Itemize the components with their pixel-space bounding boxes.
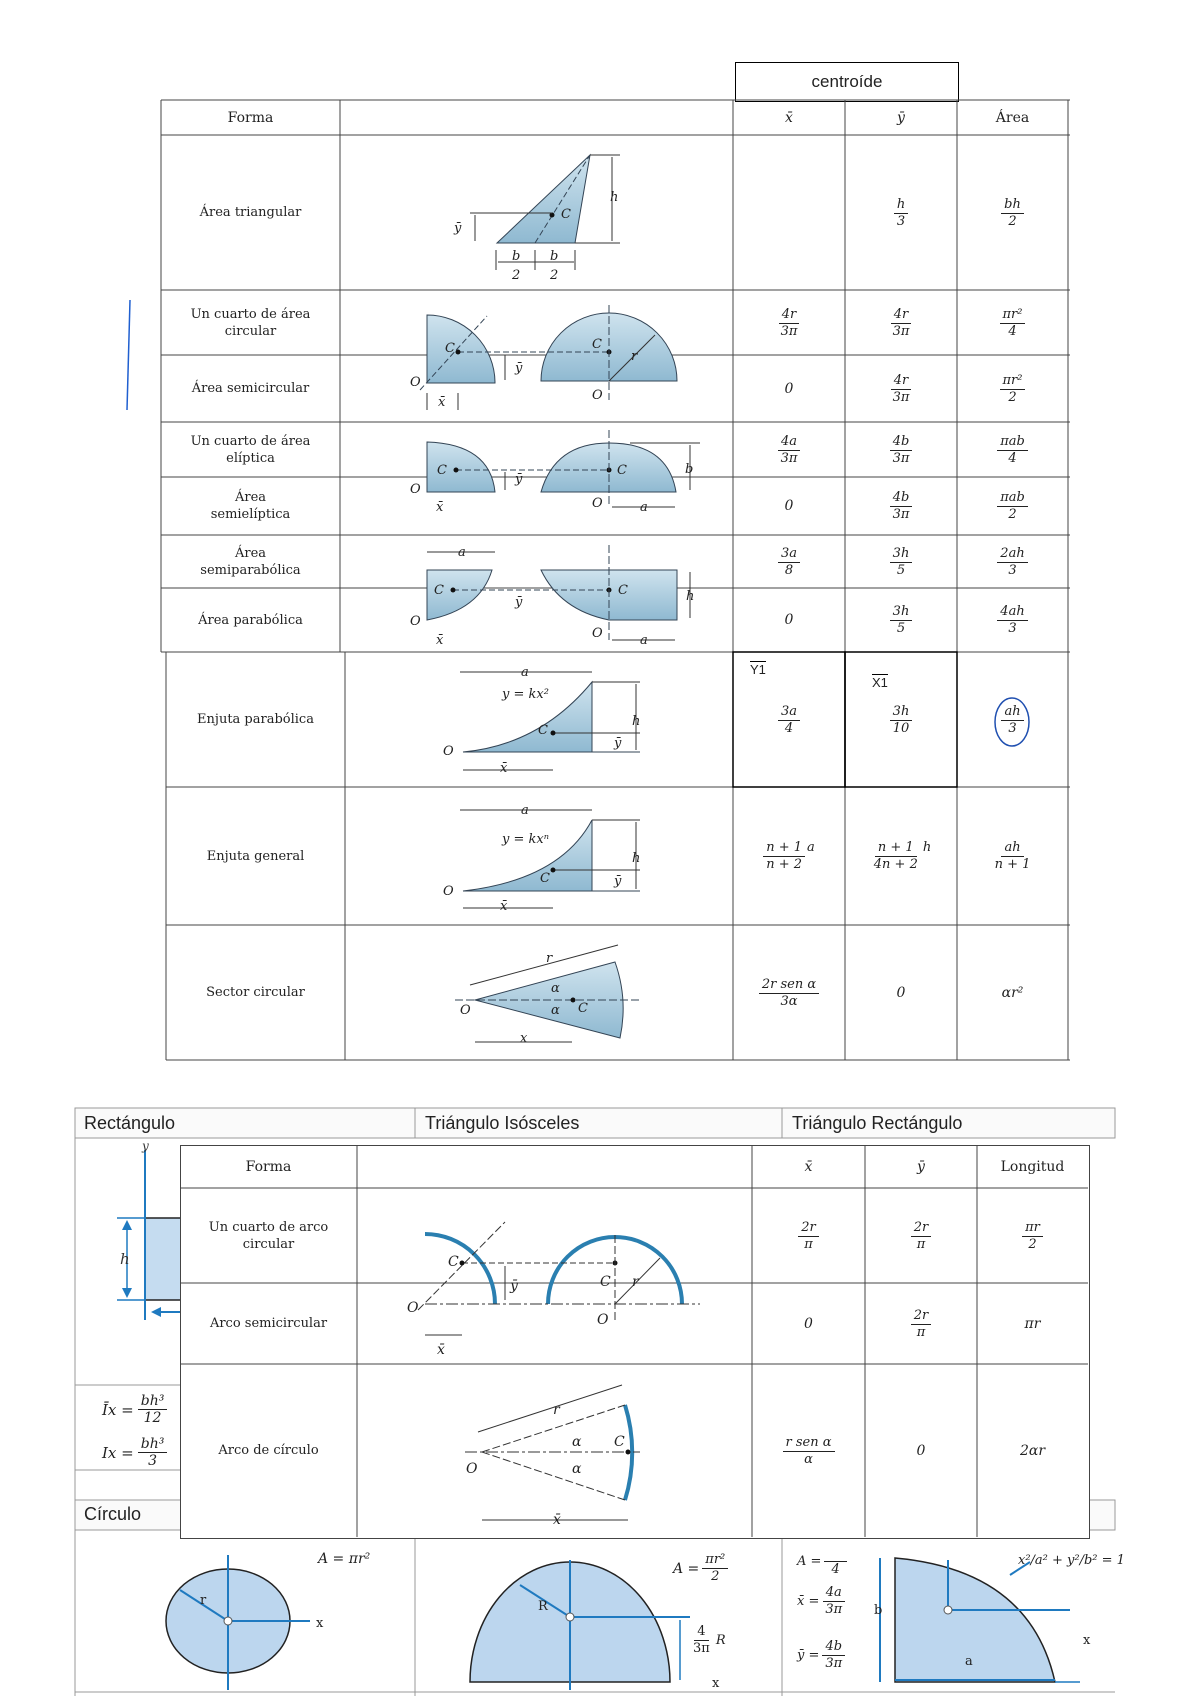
ybar-value: $\frac{4b}{3\pi}$	[845, 477, 957, 535]
par-h: h	[686, 589, 695, 604]
arc-xbar2: x̄	[553, 1512, 561, 1528]
gen-y: ȳ	[614, 874, 622, 889]
semi-den: 3π	[693, 1641, 710, 1656]
ell-o1: O	[410, 482, 421, 497]
xbar-value: $\frac{n + 1}{n + 2}$ a	[733, 787, 845, 925]
qe-ybar-num: 4b	[822, 1639, 845, 1656]
xbar-value: 0	[784, 612, 794, 628]
xbar-value: $\frac{\text{2r sen α}}{3\alpha}$	[733, 925, 845, 1060]
circle-r-label: r	[200, 1593, 207, 1608]
circle-x-label: x	[316, 1616, 324, 1631]
sec-x: x	[520, 1031, 528, 1046]
arc-xbar: x̄	[437, 1342, 445, 1358]
qe-a-label: a	[965, 1654, 973, 1669]
shape-name: Enjuta parabólica	[197, 712, 314, 727]
xbar-value: $\frac{3a}{8}$	[733, 535, 845, 588]
arc-alpha1: α	[572, 1434, 582, 1450]
section-circulo: Círculo	[84, 1504, 142, 1524]
ybar-value: $\frac{n + 1}{4n + 2}$ h	[873, 840, 932, 872]
enj-h: h	[632, 714, 641, 729]
ix-lhs: Ix =	[102, 1443, 134, 1462]
arc-c3: C	[614, 1434, 625, 1450]
enj-x: x̄	[500, 761, 508, 776]
enj-o: O	[443, 744, 454, 759]
arc-ybar-value: $\frac{2r}{\pi}$	[865, 1283, 977, 1364]
par-a: a	[458, 545, 466, 560]
arc-length-value: 2αr	[1019, 1442, 1046, 1459]
ybar-value: $\frac{3h}{5}$	[845, 588, 957, 652]
qe-ybar-lhs: ȳ =	[797, 1648, 820, 1663]
par-o1: O	[410, 614, 421, 629]
enj-y: ȳ	[614, 736, 622, 751]
ybar-value: $\frac{4b}{3\pi}$	[845, 422, 957, 477]
gen-a: a	[521, 803, 529, 818]
xbar-value: $\frac{4r}{3\pi}$	[780, 306, 798, 339]
area-value: $\frac{4ah}{3}$	[957, 588, 1068, 652]
area-value: $\frac{\text{πr²}}{2}$	[957, 355, 1068, 422]
tri-b1-label: b	[512, 249, 521, 264]
par-o2: O	[592, 626, 603, 641]
header-area: Área	[995, 109, 1030, 126]
xbar-value: 0	[784, 498, 794, 514]
par-c1: C	[434, 583, 444, 598]
shape-name: Área semielíptica	[210, 490, 291, 522]
centroid-header: centroíde	[735, 62, 959, 102]
ix-bar-num: bh³	[138, 1393, 168, 1410]
enj-c: C	[538, 723, 548, 738]
arc-r1: r	[632, 1274, 639, 1290]
arc-header-xbar: x̄	[804, 1158, 813, 1175]
shape-name: Área triangular	[199, 205, 302, 220]
shape-name: Área semiparabólica	[200, 545, 301, 578]
arc-c2: C	[600, 1274, 611, 1290]
circ-r: r	[631, 349, 638, 364]
tri-h-label: h	[610, 190, 619, 205]
qe-a-den: 4	[831, 1562, 840, 1577]
shape-name: Un cuarto de área elíptica	[190, 433, 311, 466]
semi-r2: R	[715, 1633, 726, 1648]
header-xbar: x̄	[785, 109, 793, 126]
qe-b-label: b	[874, 1603, 883, 1618]
arc-o3: O	[466, 1461, 478, 1477]
xbar-value: $\frac{4a}{3\pi}$	[733, 422, 845, 477]
circ-y: ȳ	[515, 361, 523, 376]
gen-o: O	[443, 884, 454, 899]
par-a2: a	[640, 633, 648, 648]
ybar-value: $\frac{3h}{5}$	[845, 535, 957, 588]
gen-x: x̄	[500, 899, 508, 914]
arc-shape-name: Arco semicircular	[209, 1316, 328, 1331]
par-c2: C	[618, 583, 628, 598]
tri-2a-label: 2	[512, 268, 521, 283]
ell-y: ȳ	[515, 472, 523, 487]
arc-xbar-value: $\frac{2r}{\pi}$	[752, 1188, 865, 1283]
circ-o2: O	[592, 388, 603, 403]
semi-num: 4	[694, 1624, 708, 1641]
arc-header-forma: Forma	[245, 1158, 292, 1175]
tri-2b-label: 2	[550, 268, 559, 283]
sec-o: O	[460, 1003, 471, 1018]
rect-h-label: h	[120, 1250, 130, 1268]
ix-bar-den: 12	[143, 1410, 162, 1426]
area-value: $\frac{\text{πab}}{2}$	[957, 477, 1068, 535]
section-triangulo-isosceles: Triángulo Isósceles	[425, 1113, 580, 1133]
ell-x: x̄	[436, 500, 444, 515]
sec-alpha1: α	[551, 981, 560, 996]
semi-a-den: 2	[711, 1569, 720, 1584]
ell-o2: O	[592, 496, 603, 511]
semi-centroid-formula	[690, 1624, 726, 1657]
arc-header-longitud: Longitud	[1000, 1158, 1065, 1175]
circle-area-label: A = πr²	[318, 1551, 371, 1567]
circ-x: x̄	[438, 395, 446, 410]
area-value: $\frac{\text{πab}}{4}$	[957, 422, 1068, 477]
gen-eq: y = kxⁿ	[502, 832, 549, 847]
ybar-value: $\frac{3h}{10}$	[845, 652, 957, 787]
sec-alpha2: α	[551, 1003, 560, 1018]
ybar-value: $\frac{4r}{3\pi}$	[892, 372, 910, 405]
area-value: $\frac{bh}{2}$	[957, 135, 1068, 290]
qe-ybar-formula	[797, 1639, 845, 1672]
arc-ybar-value: $\frac{2r}{\pi}$	[865, 1188, 977, 1283]
arc-shape-name: Arco de círculo	[218, 1443, 319, 1458]
area-value: αr²	[1001, 984, 1024, 1001]
arc-ybar-value: 0	[916, 1442, 926, 1459]
ell-c1: C	[437, 463, 447, 478]
sec-r: r	[546, 951, 553, 966]
qe-xbar-formula	[797, 1585, 845, 1618]
ell-a: a	[640, 500, 648, 515]
xbar-value: $\frac{3a}{4}$	[733, 652, 845, 787]
qe-a-lhs: A =	[797, 1554, 822, 1569]
ix-num: bh³	[138, 1436, 168, 1453]
header-ybar: ȳ	[897, 109, 905, 126]
area-value: $\frac{2ah}{3}$	[957, 535, 1068, 588]
arc-c1: C	[448, 1254, 459, 1270]
arc-shape-name: Un cuarto de arco circular	[208, 1219, 329, 1252]
tri-c-label: C	[561, 207, 571, 222]
ybar-value: $\frac{4r}{3\pi}$	[892, 306, 910, 339]
qe-xbar-den: 3π	[825, 1602, 843, 1617]
shape-name: Un cuarto de área circular	[190, 306, 311, 339]
tri-y-label: ȳ	[454, 221, 462, 236]
semi-a-num: πr²	[702, 1552, 728, 1569]
semi-a-lhs: A =	[673, 1560, 700, 1577]
section-triangulo-rectangulo: Triángulo Rectángulo	[792, 1113, 963, 1133]
note-y1: Y1	[750, 662, 766, 677]
circ-c1: C	[445, 341, 455, 356]
qe-equation: x²/a² + y²/b² = 1	[1018, 1553, 1125, 1568]
semi-area-formula	[673, 1552, 728, 1585]
enj-a: a	[521, 665, 529, 680]
shape-name: Sector circular	[206, 985, 305, 1000]
arc-o1: O	[407, 1300, 419, 1316]
circle-shape	[166, 1551, 371, 1690]
area-value: $\frac{ah}{n + 1}$	[994, 840, 1031, 872]
gen-c: C	[540, 871, 550, 886]
ell-c2: C	[617, 463, 627, 478]
qe-xbar-num: 4a	[823, 1585, 845, 1602]
header-forma: Forma	[227, 109, 274, 126]
ix-bar-lhs: Īx =	[102, 1400, 134, 1419]
ell-b: b	[685, 462, 694, 477]
ybar-value: 0	[896, 984, 906, 1001]
section-rectangulo: Rectángulo	[84, 1113, 176, 1133]
note-x1: X1	[872, 675, 888, 690]
ybar-value: $\frac{h}{3}$	[845, 135, 957, 290]
enj-eq: y = kx²	[502, 687, 549, 702]
gen-h: h	[632, 851, 641, 866]
arc-length-value: $\frac{\pi r}{2}$	[977, 1188, 1088, 1283]
shape-name: Enjuta general	[206, 848, 305, 864]
shape-name: Área parabólica	[198, 612, 303, 628]
area-value: $\frac{ah}{3}$	[957, 652, 1068, 787]
arc-alpha2: α	[572, 1461, 582, 1477]
rect-y-label: y	[142, 1140, 149, 1153]
area-value: $\frac{\text{πr²}}{4}$	[957, 290, 1068, 355]
tri-b2-label: b	[550, 249, 559, 264]
arc-xbar-value: $\frac{\text{r sen α}}{\alpha}$	[752, 1364, 865, 1537]
semi-r-label: R	[538, 1599, 548, 1614]
arc-o2: O	[597, 1312, 609, 1328]
shape-name: Área semicircular	[191, 381, 310, 396]
semi-x-label: x	[712, 1676, 720, 1691]
sec-c: C	[578, 1001, 588, 1016]
circ-o1: O	[410, 375, 421, 390]
arc-length-value: πr	[1024, 1315, 1041, 1332]
qe-x-label: x	[1083, 1633, 1091, 1648]
arc-ybar: ȳ	[510, 1278, 518, 1294]
circ-c2: C	[592, 337, 602, 352]
par-x: x̄	[436, 633, 444, 648]
ix-den: 3	[148, 1453, 157, 1469]
qe-xbar-lhs: x̄ =	[797, 1594, 820, 1609]
arc-r2: r	[553, 1402, 560, 1418]
qe-area-formula	[797, 1545, 847, 1578]
quarter-ellipse-shape	[874, 1558, 1091, 1682]
xbar-value: 0	[784, 380, 794, 397]
qe-ybar-den: 3π	[825, 1656, 843, 1671]
par-y: ȳ	[515, 595, 523, 610]
arc-xbar-value: 0	[804, 1315, 813, 1332]
arc-header-ybar: ȳ	[917, 1158, 925, 1175]
